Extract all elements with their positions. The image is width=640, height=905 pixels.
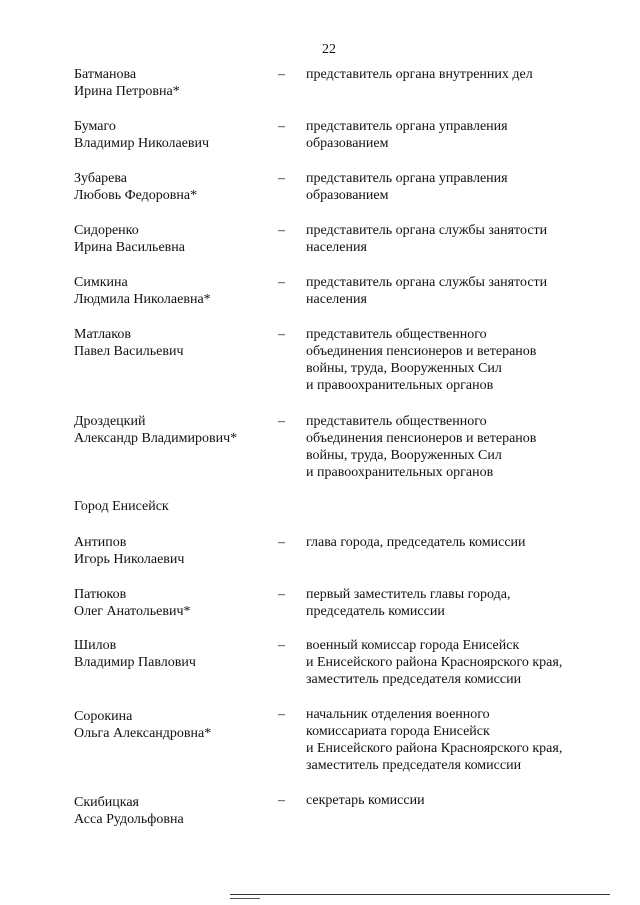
member-name — [74, 170, 274, 204]
member-surname: Патюков — [74, 587, 127, 602]
member-name — [74, 118, 274, 152]
role-line: представитель органа управления — [306, 119, 508, 134]
separator-dash: – — [278, 587, 285, 602]
bottom-rule — [230, 894, 610, 895]
role-line: и Енисейского района Красноярского края, — [306, 655, 563, 670]
role-line: представитель органа внутренних дел — [306, 67, 533, 82]
member-name — [74, 66, 274, 100]
member-given-names: Александр Владимирович* — [74, 431, 238, 446]
member-given-names: Олег Анатольевич* — [74, 604, 191, 619]
member-name — [74, 794, 274, 828]
role-line: представитель органа управления — [306, 171, 508, 186]
member-name — [74, 274, 274, 308]
member-surname: Батманова — [74, 67, 137, 82]
member-given-names: Владимир Николаевич — [74, 136, 210, 151]
page-number: 22 — [322, 42, 336, 57]
member-surname: Сорокина — [74, 709, 133, 724]
member-role — [306, 586, 606, 620]
role-line: представитель органа службы занятости — [306, 223, 548, 238]
member-surname: Матлаков — [74, 327, 131, 342]
member-surname: Зубарева — [74, 171, 128, 186]
member-name — [74, 222, 274, 256]
role-line: начальник отделения военного — [306, 707, 490, 722]
separator-dash: – — [278, 119, 285, 134]
member-given-names: Ирина Васильевна — [74, 240, 185, 255]
member-given-names: Ирина Петровна* — [74, 84, 180, 99]
role-line: глава города, председатель комиссии — [306, 535, 526, 550]
separator-dash: – — [278, 707, 285, 722]
role-line: первый заместитель главы города, — [306, 587, 511, 602]
role-line: заместитель председателя комиссии — [306, 672, 522, 687]
role-line: комиссариата города Енисейск — [306, 724, 490, 739]
role-line: и Енисейского района Красноярского края, — [306, 741, 563, 756]
separator-dash: – — [278, 638, 285, 653]
member-given-names: Ольга Александровна* — [74, 726, 212, 741]
member-role — [306, 413, 606, 481]
role-line: образованием — [306, 136, 389, 151]
role-line: секретарь комиссии — [306, 793, 425, 808]
role-line: войны, труда, Вооруженных Сил — [306, 361, 502, 376]
member-name — [74, 637, 274, 671]
role-line: и правоохранительных органов — [306, 465, 494, 480]
member-role — [306, 66, 606, 83]
member-entry — [0, 413, 640, 493]
role-line: войны, труда, Вооруженных Сил — [306, 448, 502, 463]
role-line: объединения пенсионеров и ветеранов — [306, 431, 537, 446]
member-role — [306, 118, 606, 152]
role-line: представитель общественного — [306, 414, 487, 429]
role-line: населения — [306, 292, 367, 307]
role-line: представитель общественного — [306, 327, 487, 342]
role-line: образованием — [306, 188, 389, 203]
member-given-names: Владимир Павлович — [74, 655, 196, 670]
role-line: и правоохранительных органов — [306, 378, 494, 393]
member-role — [306, 534, 606, 551]
member-entry — [0, 326, 640, 406]
role-line: населения — [306, 240, 367, 255]
separator-dash: – — [278, 275, 285, 290]
member-given-names: Людмила Николаевна* — [74, 292, 211, 307]
section-heading: Город Енисейск — [74, 499, 169, 514]
role-line: представитель органа службы занятости — [306, 275, 548, 290]
member-role — [306, 170, 606, 204]
separator-dash: – — [278, 171, 285, 186]
member-entry — [0, 792, 640, 872]
member-surname: Шилов — [74, 638, 117, 653]
member-name — [74, 708, 274, 742]
member-given-names: Асса Рудольфовна — [74, 812, 184, 827]
member-role — [306, 792, 606, 809]
separator-dash: – — [278, 414, 285, 429]
member-entry — [0, 637, 640, 717]
role-line: заместитель председателя комиссии — [306, 758, 522, 773]
bottom-rule-short — [230, 898, 260, 899]
member-surname: Сидоренко — [74, 223, 139, 238]
member-name — [74, 534, 274, 568]
member-role — [306, 706, 606, 774]
member-name — [74, 326, 274, 360]
member-surname: Симкина — [74, 275, 128, 290]
member-name — [74, 413, 274, 447]
member-surname: Антипов — [74, 535, 127, 550]
member-role — [306, 222, 606, 256]
member-role — [306, 637, 606, 688]
separator-dash: – — [278, 327, 285, 342]
separator-dash: – — [278, 793, 285, 808]
member-entry — [0, 706, 640, 786]
member-surname: Бумаго — [74, 119, 116, 134]
member-given-names: Любовь Федоровна* — [74, 188, 198, 203]
member-surname: Дроздецкий — [74, 414, 146, 429]
member-role — [306, 274, 606, 308]
separator-dash: – — [278, 223, 285, 238]
role-line: объединения пенсионеров и ветеранов — [306, 344, 537, 359]
member-surname: Скибицкая — [74, 795, 139, 810]
role-line: военный комиссар города Енисейск — [306, 638, 520, 653]
member-role — [306, 326, 606, 394]
separator-dash: – — [278, 67, 285, 82]
separator-dash: – — [278, 535, 285, 550]
member-given-names: Игорь Николаевич — [74, 552, 185, 567]
role-line: председатель комиссии — [306, 604, 445, 619]
member-given-names: Павел Васильевич — [74, 344, 184, 359]
member-name — [74, 586, 274, 620]
